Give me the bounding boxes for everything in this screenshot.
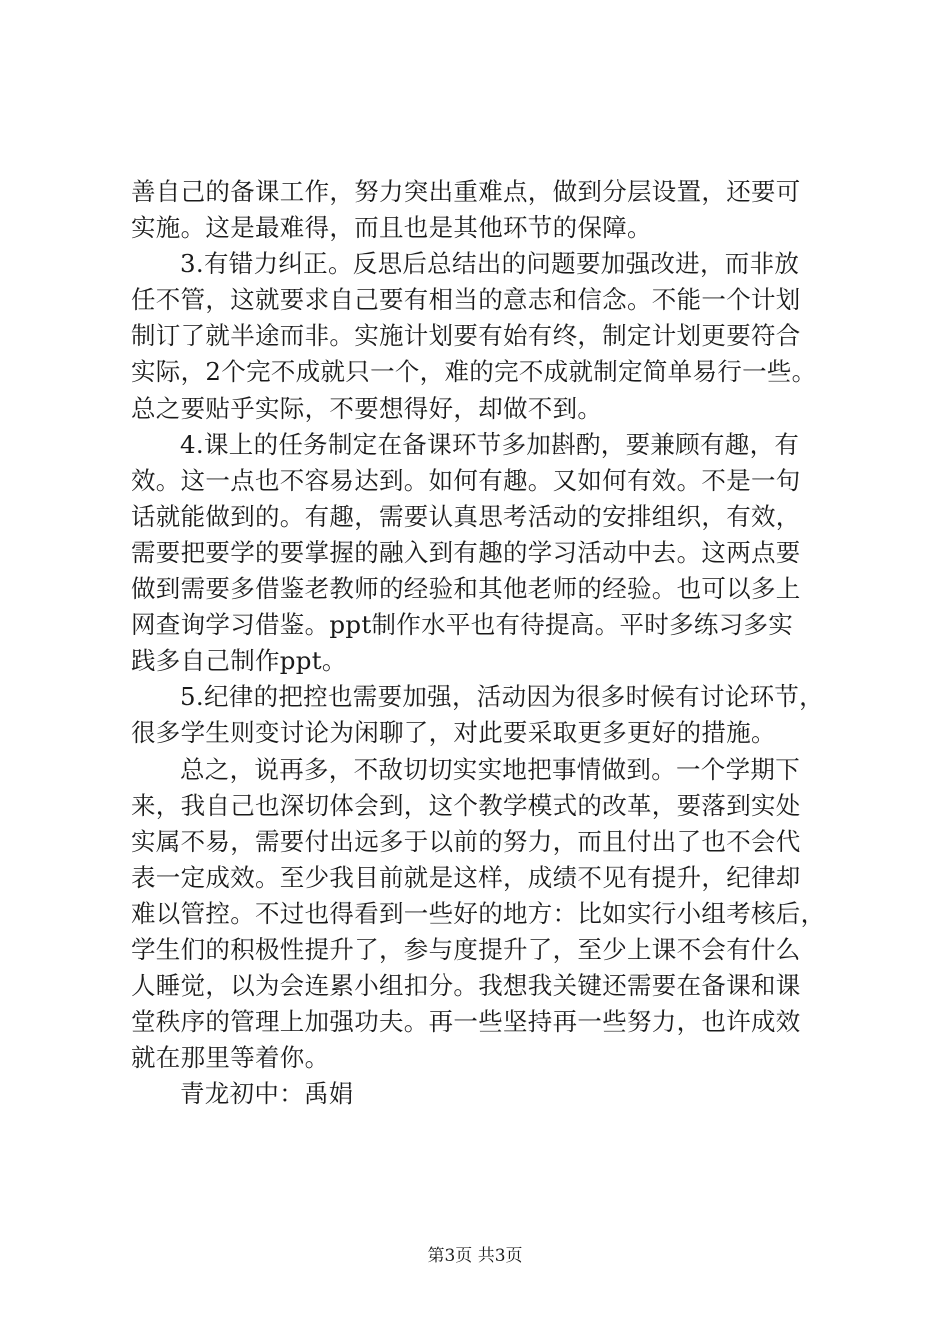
text-line: 实属不易，需要付出远多于以前的努力，而且付出了也不会代 [131,826,801,856]
text-line: 堂秩序的管理上加强功夫。再一些坚持再一些努力，也许成效 [131,1007,801,1037]
text-line: 表一定成效。至少我目前就是这样，成绩不见有提升，纪律却 [131,862,801,892]
text-line: 制订了就半途而非。实施计划要有始有终，制定计划更要符合 [131,321,801,351]
text-line: 实施。这是最难得，而且也是其他环节的保障。 [131,213,652,243]
text-line: 总之要贴乎实际，不要想得好，却做不到。 [131,393,603,423]
text-line: 任不管，这就要求自己要有相当的意志和信念。不能一个计划 [131,285,801,315]
document-body [131,174,831,1112]
text-line: 话就能做到的。有趣，需要认真思考活动的安排组织，有效， [131,501,801,531]
text-line: 3.有错力纠正。反思后总结出的问题要加强改进，而非放 [180,249,800,279]
page-number-footer: 第3页 共3页 [427,1246,523,1266]
text-line: 学生们的积极性提升了，参与度提升了，至少上课不会有什么 [131,934,801,964]
text-line: 总之，说再多，不敌切切实实地把事情做到。一个学期下 [180,754,800,784]
text-line: 来，我自己也深切体会到，这个教学模式的改革，要落到实处 [131,790,801,820]
text-line: 实际，2个完不成就只一个，难的完不成就制定简单易行一些。 [131,357,817,387]
text-line: 很多学生则变讨论为闲聊了，对此要采取更多更好的措施。 [131,718,776,748]
text-line: 需要把要学的要掌握的融入到有趣的学习活动中去。这两点要 [131,537,801,567]
text-line: 5.纪律的把控也需要加强，活动因为很多时候有讨论环节， [180,682,824,712]
signature-line: 青龙初中：禹娟 [180,1079,354,1109]
text-line: 难以管控。不过也得看到一些好的地方：比如实行小组考核后， [131,898,826,928]
text-line: 善自己的备课工作，努力突出重难点，做到分层设置，还要可 [131,177,801,206]
text-line: 人睡觉，以为会连累小组扣分。我想我关键还需要在备课和课 [131,971,801,1001]
text-line: 效。这一点也不容易达到。如何有趣。又如何有效。不是一句 [131,465,801,495]
text-line: 践多自己制作ppt。 [131,646,347,676]
text-line: 就在那里等着你。 [131,1043,330,1073]
text-line: 网查询学习借鉴。ppt制作水平也有待提高。平时多练习多实 [131,610,794,640]
text-line: 4.课上的任务制定在备课环节多加斟酌，要兼顾有趣，有 [180,429,800,459]
text-line: 做到需要多借鉴老教师的经验和其他老师的经验。也可以多上 [131,574,801,604]
